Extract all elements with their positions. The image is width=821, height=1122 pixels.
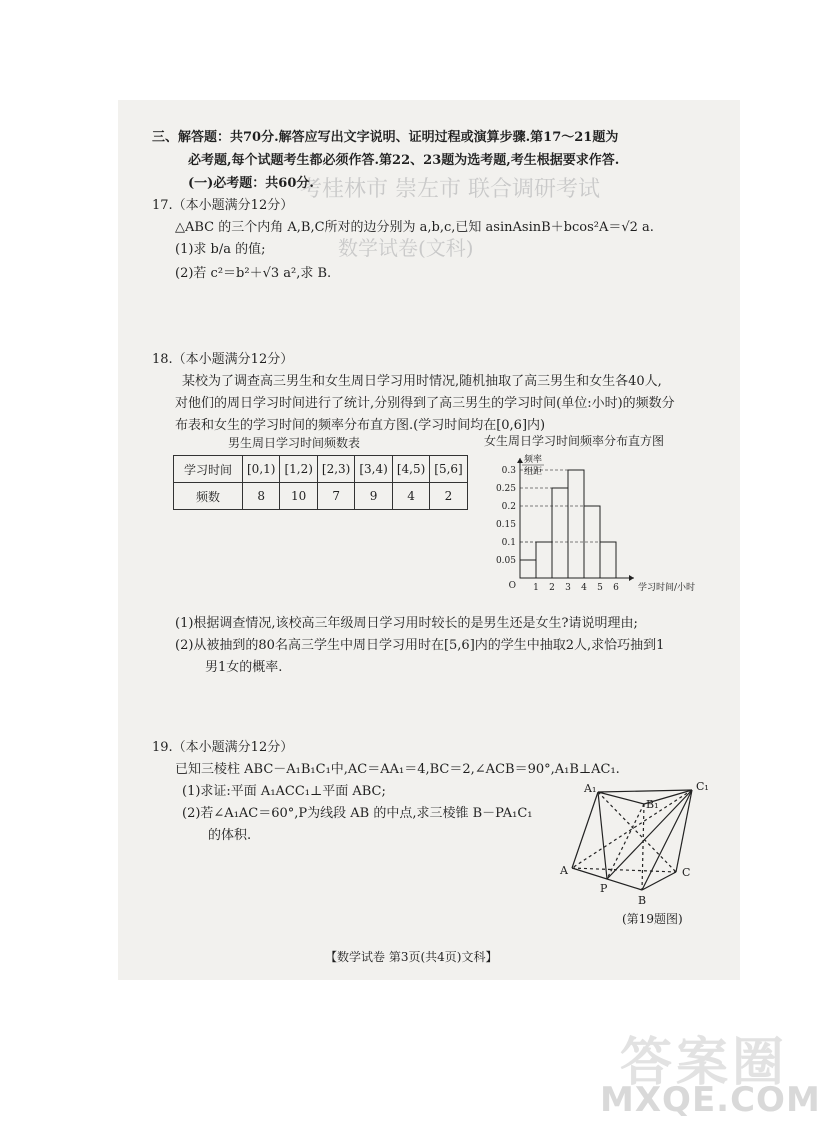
q17-heading: 17.（本小题满分12分） bbox=[152, 198, 294, 213]
y-axis-label-sub: 组距 bbox=[524, 467, 543, 477]
q17-part2: (2)若 c²＝b²＋√3 a²,求 B. bbox=[175, 266, 332, 281]
x-tick-label: 1 bbox=[533, 583, 539, 593]
x-tick-label: 2 bbox=[549, 583, 555, 593]
x-tick-label: 5 bbox=[597, 583, 603, 593]
prism-figure bbox=[560, 778, 720, 918]
histogram-bar bbox=[536, 542, 552, 578]
table-header-label: 频数 bbox=[174, 483, 243, 510]
page-footer: 【数学试卷 第3页(共4页)文科】 bbox=[325, 950, 498, 964]
x-tick-label: 4 bbox=[581, 583, 587, 593]
table-row bbox=[174, 483, 468, 510]
label-B: B bbox=[638, 894, 647, 907]
y-axis-label: 频率 bbox=[524, 455, 543, 465]
bleed-through-subject: 数学试卷(文科) bbox=[338, 236, 474, 260]
count-cell: 10 bbox=[280, 483, 317, 510]
q18-part2-cont: 男1女的概率. bbox=[205, 660, 283, 675]
origin-label: O bbox=[508, 581, 516, 591]
label-P: P bbox=[600, 882, 608, 895]
frequency-table-caption: 男生周日学习时间频数表 bbox=[228, 436, 361, 450]
count-cell: 8 bbox=[243, 483, 280, 510]
q17-stem: △ABC 的三个内角 A,B,C所对的边分别为 a,b,c,已知 asinAsinB＋bcos²A＝√2 a. bbox=[175, 220, 654, 235]
q19-stem: 已知三棱柱 ABC－A₁B₁C₁中,AC＝AA₁＝4,BC＝2,∠ACB＝90°,A₁B⊥AC₁. bbox=[175, 762, 620, 777]
histogram-title: 女生周日学习时间频率分布直方图 bbox=[484, 434, 665, 448]
q19-heading: 19.（本小题满分12分） bbox=[152, 740, 294, 755]
interval-cell: [5,6] bbox=[430, 456, 467, 483]
y-tick-label: 0.05 bbox=[495, 556, 516, 566]
histogram-bar bbox=[552, 488, 568, 578]
count-cell: 7 bbox=[317, 483, 354, 510]
q18-stem-line1: 某校为了调查高三男生和女生周日学习用时情况,随机抽取了高三男生和女生各40人, bbox=[182, 374, 662, 389]
q18-part1: (1)根据调查情况,该校高三年级周日学习用时较长的是男生还是女生?请说明理由; bbox=[175, 616, 638, 631]
x-tick-label: 3 bbox=[565, 583, 571, 593]
figure-caption: (第19题图) bbox=[622, 912, 683, 926]
q17-part1: (1)求 b/a 的值; bbox=[175, 242, 266, 257]
y-tick-label: 0.1 bbox=[501, 538, 516, 548]
frequency-histogram bbox=[470, 452, 710, 607]
interval-cell: [1,2) bbox=[280, 456, 317, 483]
frequency-table bbox=[173, 455, 468, 510]
y-tick-label: 0.3 bbox=[501, 466, 516, 476]
label-B1: B₁ bbox=[646, 798, 659, 811]
histogram-bar bbox=[568, 470, 584, 578]
table-header-label: 学习时间 bbox=[174, 456, 243, 483]
interval-cell: [2,3) bbox=[317, 456, 354, 483]
watermark-logo: 答案圈 bbox=[620, 1033, 789, 1093]
count-cell: 4 bbox=[392, 483, 429, 510]
q18-stem-line2: 对他们的周日学习时间进行了统计,分别得到了高三男生的学习时间(单位:小时)的频数分 bbox=[175, 396, 675, 411]
interval-cell: [0,1) bbox=[243, 456, 280, 483]
bleed-through-header: 考桂林市 崇左市 联合调研考试 bbox=[300, 177, 600, 202]
q18-stem-line3: 布表和女生的学习时间的频率分布直方图.(学习时间均在[0,6]内) bbox=[175, 418, 546, 433]
y-tick-label: 0.2 bbox=[501, 502, 516, 512]
section-subtitle: (一)必考题：共60分. bbox=[188, 176, 314, 191]
count-cell: 9 bbox=[355, 483, 392, 510]
q19-part2-cont: 的体积. bbox=[208, 828, 252, 843]
count-cell: 2 bbox=[430, 483, 467, 510]
label-A1: A₁ bbox=[584, 782, 597, 795]
x-axis-label: 学习时间/小时 bbox=[638, 583, 696, 593]
label-C1: C₁ bbox=[696, 780, 709, 793]
q19-part1: (1)求证:平面 A₁ACC₁⊥平面 ABC; bbox=[182, 784, 386, 799]
x-tick-label: 6 bbox=[613, 583, 619, 593]
interval-cell: [3,4) bbox=[355, 456, 392, 483]
label-C: C bbox=[682, 866, 691, 879]
histogram-bar bbox=[600, 542, 616, 578]
q18-part2: (2)从被抽到的80名高三学生中周日学习用时在[5,6]内的学生中抽取2人,求恰巧抽到1 bbox=[175, 638, 665, 653]
section-note: 必考题,每个试题考生都必须作答.第22、23题为选考题,考生根据要求作答. bbox=[188, 153, 620, 168]
y-tick-label: 0.25 bbox=[495, 484, 516, 494]
watermark-site: MXQE.COM bbox=[600, 1080, 821, 1120]
label-A: A bbox=[560, 864, 568, 877]
table-row bbox=[174, 456, 468, 483]
q18-heading: 18.（本小题满分12分） bbox=[152, 352, 294, 367]
section-title: 三、解答题：共70分.解答应写出文字说明、证明过程或演算步骤.第17～21题为 bbox=[152, 130, 619, 145]
interval-cell: [4,5) bbox=[392, 456, 429, 483]
q19-part2: (2)若∠A₁AC＝60°,P为线段 AB 的中点,求三棱锥 B－PA₁C₁ bbox=[182, 806, 533, 821]
histogram-bar bbox=[520, 560, 536, 578]
x-axis-arrow bbox=[629, 575, 634, 581]
y-axis-arrow bbox=[517, 458, 523, 463]
y-tick-label: 0.15 bbox=[495, 520, 516, 530]
